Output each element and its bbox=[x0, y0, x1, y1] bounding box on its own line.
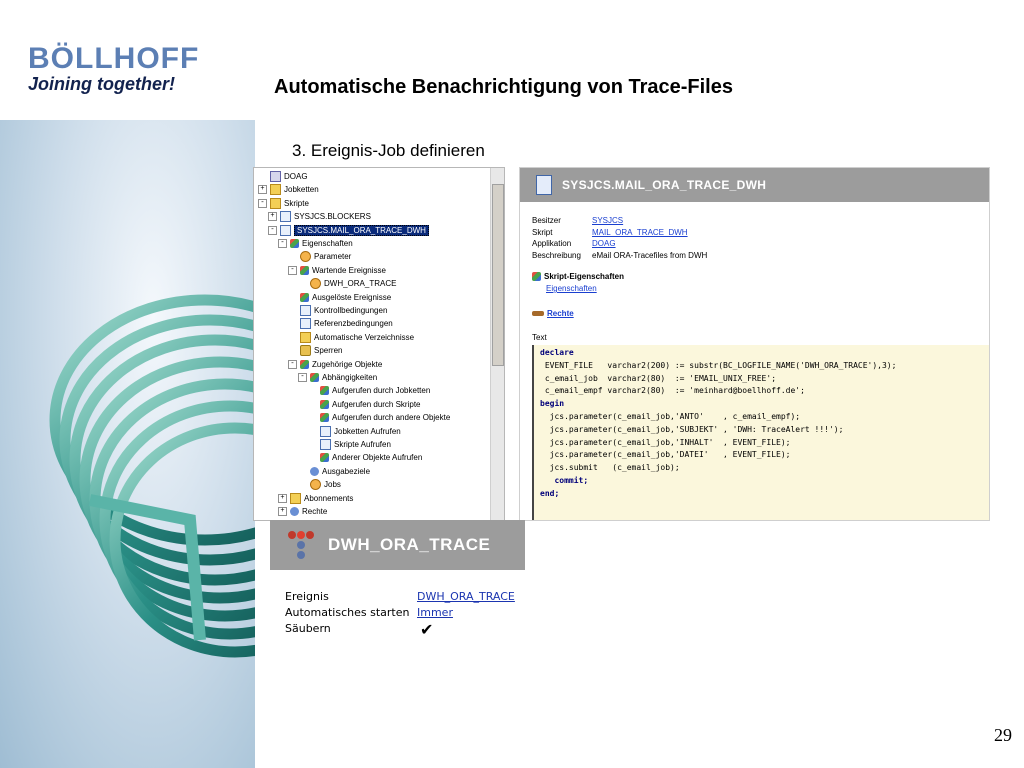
gear-icon bbox=[310, 278, 321, 289]
code-line: begin bbox=[540, 399, 565, 409]
property-value[interactable]: DOAG bbox=[592, 239, 616, 248]
property-value[interactable]: SYSJCS bbox=[592, 216, 624, 225]
tree-item-label: Kontrollbedingungen bbox=[314, 306, 388, 315]
boellhoff-logo bbox=[28, 42, 199, 95]
event-header bbox=[270, 520, 525, 570]
tree-expander[interactable]: - bbox=[288, 266, 297, 275]
tree-item-label: Aufgerufen durch andere Objekte bbox=[332, 413, 451, 423]
coil-icon bbox=[0, 120, 255, 768]
code-line: jcs.parameter(c_email_job,'INHALT' , EVENT_FILE); bbox=[540, 437, 791, 447]
tree-item[interactable] bbox=[288, 264, 386, 277]
rights-link[interactable]: Rechte bbox=[547, 309, 574, 318]
page-icon bbox=[280, 211, 291, 222]
properties-icon bbox=[532, 272, 541, 281]
folder-icon bbox=[300, 332, 311, 343]
tree-item-label: Abhängigkeiten bbox=[322, 373, 378, 382]
tree-expander[interactable]: + bbox=[278, 494, 287, 503]
tree-item[interactable] bbox=[258, 197, 309, 210]
tree-item-label: Ausgabeziele bbox=[322, 466, 371, 476]
multi-icon bbox=[320, 413, 329, 422]
tree-item-label: Anderer Objekte Aufrufen bbox=[332, 453, 423, 463]
property-label: Skript bbox=[532, 227, 553, 237]
checkmark-icon: ✔ bbox=[420, 620, 434, 639]
tree-item[interactable] bbox=[298, 371, 377, 384]
tree-item-label: Zugehörige Objekte bbox=[312, 359, 383, 369]
page-icon bbox=[280, 225, 291, 236]
code-line: c_email_job varchar2(80) := 'EMAIL_UNIX_FREE'; bbox=[540, 373, 777, 383]
tree-item-label: Referenzbedingungen bbox=[314, 319, 393, 329]
tree-item[interactable] bbox=[288, 291, 391, 304]
tree-item[interactable] bbox=[278, 237, 353, 250]
property-value[interactable]: MAIL_ORA_TRACE_DWH bbox=[592, 227, 688, 237]
tree-item[interactable] bbox=[288, 304, 387, 317]
event-title: DWH_ORA_TRACE bbox=[328, 535, 491, 554]
tree-item-label: Abonnements bbox=[304, 493, 354, 503]
tree-item[interactable] bbox=[308, 451, 422, 464]
tree-item[interactable] bbox=[298, 277, 396, 290]
db-icon bbox=[270, 171, 281, 182]
event-row-label: Ereignis bbox=[285, 590, 329, 603]
tree-item-label: Wartende Ereignisse bbox=[312, 265, 386, 275]
tree-item[interactable] bbox=[288, 331, 414, 344]
tree-item[interactable] bbox=[298, 465, 370, 478]
tree-item-label: Skripte Aufrufen bbox=[334, 440, 391, 449]
tree-item-label: SYSJCS.BLOCKERS bbox=[294, 212, 371, 222]
code-line: end; bbox=[540, 488, 560, 498]
slide-title: Automatische Benachrichtigung von Trace-Files bbox=[274, 76, 733, 98]
header-rule-gap bbox=[255, 120, 1024, 142]
script-code bbox=[532, 345, 989, 520]
property-label: Applikation bbox=[532, 239, 572, 248]
detail-header bbox=[520, 168, 989, 202]
tree-item[interactable] bbox=[278, 492, 353, 505]
code-line: jcs.parameter(c_email_job,'DATEI' , EVENT_FILE); bbox=[540, 450, 791, 460]
tree-item[interactable] bbox=[268, 210, 371, 223]
code-line: jcs.submit (c_email_job); bbox=[540, 463, 680, 473]
tree-item[interactable] bbox=[268, 224, 429, 237]
tree-item-label: DOAG bbox=[284, 172, 308, 181]
traffic-light-icon bbox=[288, 529, 314, 561]
folder-icon bbox=[270, 198, 281, 209]
tree-item-label: Jobketten bbox=[284, 185, 319, 195]
tree-item[interactable] bbox=[258, 183, 319, 196]
properties-link[interactable]: Eigenschaften bbox=[546, 284, 597, 293]
event-panel bbox=[270, 520, 525, 648]
page-icon bbox=[320, 426, 331, 437]
property-value: eMail ORA-Tracefiles from DWH bbox=[592, 250, 708, 260]
tree-expander[interactable]: - bbox=[268, 226, 277, 235]
tree-expander[interactable]: + bbox=[278, 507, 287, 516]
code-line: EVENT_FILE varchar2(200) := substr(BC_LOGFILE_NAME('DWH_ORA_TRACE'),3); bbox=[540, 360, 897, 370]
section-script-properties bbox=[532, 272, 624, 281]
tree-item-label: Aufgerufen durch Skripte bbox=[332, 399, 421, 409]
tree-expander[interactable]: + bbox=[258, 185, 267, 194]
page-number: 29 bbox=[994, 725, 1012, 745]
tree-item[interactable] bbox=[308, 425, 401, 438]
tree-item-label: Aufgerufen durch Jobketten bbox=[332, 386, 431, 396]
tree-expander[interactable]: - bbox=[278, 239, 287, 248]
event-row-value[interactable]: DWH_ORA_TRACE bbox=[417, 590, 515, 603]
folder-icon bbox=[270, 184, 281, 195]
multi-icon bbox=[310, 373, 319, 382]
tree-item-label: Ausgelöste Ereignisse bbox=[312, 292, 392, 302]
section-rights bbox=[532, 309, 574, 318]
tree-item-label: Jobs bbox=[324, 480, 341, 490]
person-icon bbox=[290, 507, 299, 516]
logo-tagline: Joining together! bbox=[28, 74, 175, 94]
detail-title: SYSJCS.MAIL_ORA_TRACE_DWH bbox=[562, 178, 767, 192]
tree-scrollbar-thumb[interactable] bbox=[492, 184, 504, 366]
gear-icon bbox=[310, 479, 321, 490]
tree-item[interactable] bbox=[288, 250, 351, 263]
page-icon bbox=[300, 305, 311, 316]
multi-icon bbox=[300, 266, 309, 275]
section-script-properties-label: Skript-Eigenschaften bbox=[544, 272, 625, 281]
tree-item-label: Automatische Verzeichnisse bbox=[314, 332, 415, 342]
tree-item[interactable] bbox=[278, 505, 327, 518]
tree-item[interactable] bbox=[308, 398, 421, 411]
tree-scrollbar[interactable] bbox=[490, 168, 504, 520]
tree-item-label: Skripte bbox=[284, 198, 309, 208]
tree-item[interactable] bbox=[288, 344, 342, 357]
key-icon bbox=[532, 311, 544, 316]
text-label: Text bbox=[532, 333, 547, 342]
person-icon bbox=[310, 467, 319, 476]
tree-item-label: Rechte bbox=[302, 507, 328, 516]
script-detail-panel bbox=[519, 167, 990, 521]
tree-item-label: DWH_ORA_TRACE bbox=[324, 279, 397, 289]
document-icon bbox=[536, 175, 552, 195]
multi-icon bbox=[320, 453, 329, 462]
tree-item-label: Sperren bbox=[314, 346, 343, 356]
tree-item[interactable] bbox=[298, 478, 341, 491]
tree-item-label: Eigenschaften bbox=[302, 239, 353, 248]
logo-brand: BÖLLHOFF bbox=[28, 42, 200, 75]
lock-icon bbox=[300, 345, 311, 356]
tree-expander[interactable]: - bbox=[258, 199, 267, 208]
tree-item[interactable] bbox=[308, 438, 391, 451]
code-line: c_email_empf varchar2(80) := 'meinhard@boellhoff.de'; bbox=[540, 386, 805, 396]
tree-item[interactable] bbox=[288, 358, 382, 371]
code-line: commit; bbox=[540, 475, 589, 485]
tree-item[interactable] bbox=[258, 170, 308, 183]
tree-item[interactable] bbox=[308, 411, 450, 424]
page-icon bbox=[300, 318, 311, 329]
multi-icon bbox=[320, 386, 329, 395]
event-row-label: Automatisches starten bbox=[285, 606, 410, 619]
decorative-coil-image bbox=[0, 120, 255, 768]
tree-item[interactable] bbox=[308, 384, 430, 397]
tree-item[interactable] bbox=[288, 317, 393, 330]
multi-icon bbox=[300, 293, 309, 302]
event-row-label: Säubern bbox=[285, 622, 331, 635]
tree-item-label: Jobketten Aufrufen bbox=[334, 426, 401, 436]
tree-item-label: SYSJCS.MAIL_ORA_TRACE_DWH bbox=[294, 225, 429, 236]
slide-subtitle: 3. Ereignis-Job definieren bbox=[292, 141, 485, 160]
code-line: jcs.parameter(c_email_job,'ANTO' , c_email_empf); bbox=[540, 411, 801, 421]
page-icon bbox=[320, 439, 331, 450]
tree-expander[interactable]: - bbox=[298, 373, 307, 382]
tree-item-label: Parameter bbox=[314, 252, 352, 262]
code-line: jcs.parameter(c_email_job,'SUBJEKT' , 'DWH: TraceAlert !!!'); bbox=[540, 424, 844, 434]
tree-expander[interactable]: - bbox=[288, 360, 297, 369]
multi-icon bbox=[320, 400, 329, 409]
tree-expander[interactable]: + bbox=[268, 212, 277, 221]
event-row-value[interactable]: Immer bbox=[417, 606, 453, 619]
folder-icon bbox=[290, 493, 301, 504]
multi-icon bbox=[300, 360, 309, 369]
code-line: declare bbox=[540, 348, 574, 357]
gear-icon bbox=[300, 251, 311, 262]
multi-icon bbox=[290, 239, 299, 248]
object-tree[interactable] bbox=[253, 167, 505, 521]
property-label: Beschreibung bbox=[532, 250, 581, 260]
property-label: Besitzer bbox=[532, 216, 561, 225]
